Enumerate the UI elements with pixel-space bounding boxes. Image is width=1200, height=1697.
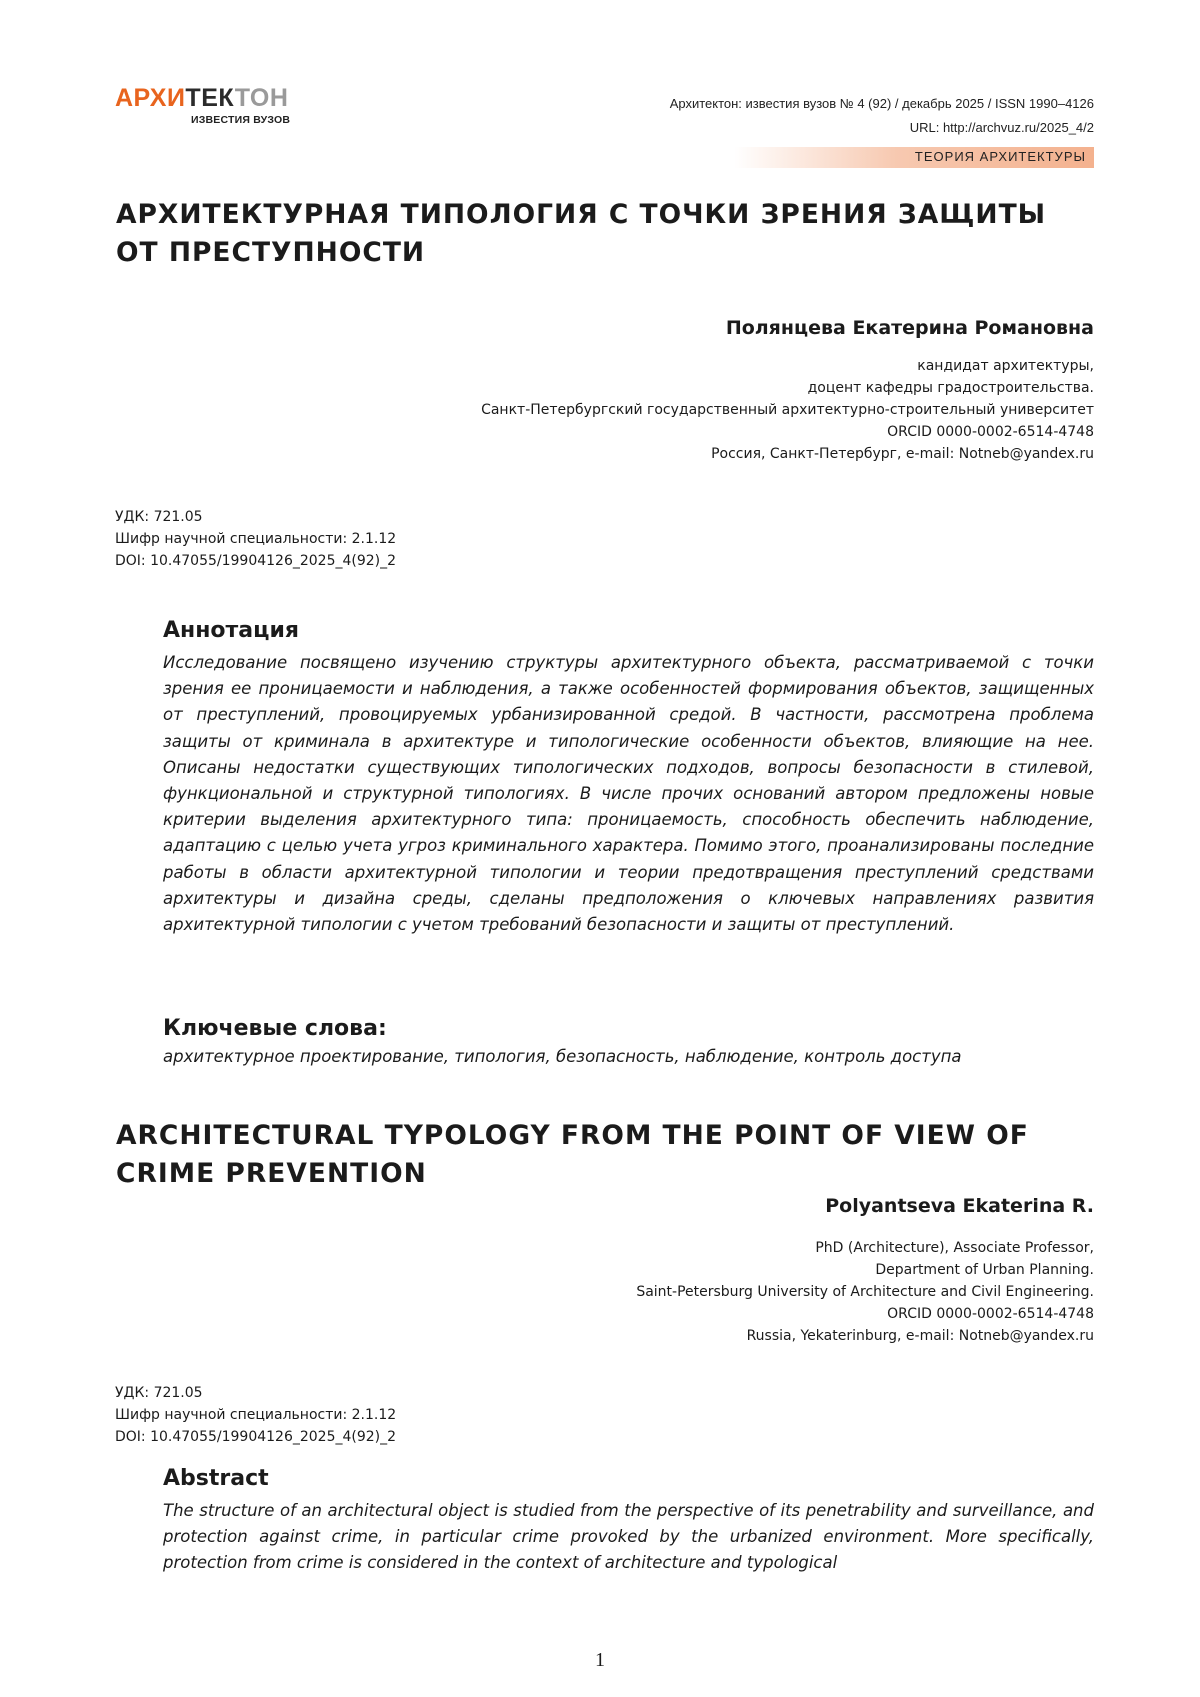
- article-title-en: ARCHITECTURAL TYPOLOGY FROM THE POINT OF VIEW OF CRIME PREVENTION: [116, 1120, 1029, 1189]
- affiliation-line: PhD (Architecture), Associate Professor,: [815, 1240, 1094, 1256]
- affiliation-line: кандидат архитектуры,: [917, 358, 1094, 374]
- keywords-text: архитектурное проектирование, типология, безопасность, наблюдение, контроль доступа: [163, 1047, 962, 1066]
- author-affiliation-en: [636, 1237, 1094, 1347]
- abstract-heading: Abstract: [163, 1466, 269, 1491]
- logo-subtitle: ИЗВЕСТИЯ ВУЗОВ: [191, 114, 291, 126]
- author-affiliation-ru: [481, 355, 1094, 465]
- affiliation-line: ORCID 0000-0002-6514-4748: [887, 1306, 1094, 1322]
- journal-logo: [115, 84, 315, 126]
- abstract-text: The structure of an architectural object is studied from the perspective of its penetrability and surveillance, and protection against crime, in particular crime provoked by the urbanized environment. More specifically, protection from crime is considered in the context of architecture and typological: [163, 1501, 1094, 1573]
- specialty-code: Шифр научной специальности: 2.1.12: [115, 531, 397, 547]
- annotation-text: Исследование посвящено изучению структуры архитектурного объекта, рассматриваемой с точки зрения ее проницаемости и наблюдения, а также особенностей формирования объектов, защищенных от преступлений, провоцируемых урбанизированной средой. В частности, рассмотрена проблема защиты от криминала в архитектуре и типологические особенности объектов, влияющие на нее. Описаны недостатки существующих типологических подходов, вопросы безопасности в стилевой, функциональной и структурной типологиях. В числе прочих оснований автором предложены новые критерии выделения архитектурного типа: проницаемость, способность обеспечить наблюдение, адаптацию с целью учета угроз криминального характера. Помимо этого, проанализированы последние работы в области архитектурной типологии и теории предотвращения преступлений средствами архитектуры и дизайна среды, сделаны предположения о ключевых направлениях развития архитектурной типологии с учетом требований безопасности и защиты от преступлений.: [163, 653, 1094, 935]
- author-name-ru: Полянцева Екатерина Романовна: [725, 317, 1094, 339]
- section-banner: [734, 147, 1094, 168]
- logo-wordmark: АРХИТЕКТОН: [115, 84, 289, 112]
- article-url[interactable]: URL: http://archvuz.ru/2025_4/2: [909, 120, 1094, 135]
- article-meta-en: [115, 1382, 396, 1448]
- udk: УДК: 721.05: [115, 509, 203, 525]
- journal-info: Архитектон: известия вузов № 4 (92) / декабрь 2025 / ISSN 1990–4126: [669, 96, 1094, 111]
- article-title-ru: АРХИТЕКТУРНАЯ ТИПОЛОГИЯ С ТОЧКИ ЗРЕНИЯ ЗАЩИТЫ ОТ ПРЕСТУПНОСТИ: [116, 199, 1047, 268]
- affiliation-line: Saint-Petersburg University of Architecture and Civil Engineering.: [636, 1284, 1094, 1300]
- doi: DOI: 10.47055/19904126_2025_4(92)_2: [115, 553, 397, 569]
- affiliation-line: доцент кафедры градостроительства.: [807, 380, 1094, 396]
- author-name-en: Polyantseva Ekaterina R.: [825, 1195, 1094, 1217]
- specialty-code: Шифр научной специальности: 2.1.12: [115, 1407, 397, 1423]
- annotation-heading: Аннотация: [163, 618, 299, 643]
- keywords-heading: Ключевые слова:: [163, 1016, 387, 1041]
- affiliation-line: Россия, Санкт-Петербург, e-mail: Notneb@yandex.ru: [711, 446, 1094, 462]
- doi: DOI: 10.47055/19904126_2025_4(92)_2: [115, 1429, 397, 1445]
- affiliation-line: Санкт-Петербургский государственный архитектурно-строительный университет: [481, 402, 1094, 418]
- page-number: 1: [595, 1649, 605, 1671]
- udk: УДК: 721.05: [115, 1385, 203, 1401]
- affiliation-line: Department of Urban Planning.: [875, 1262, 1094, 1278]
- affiliation-line: Russia, Yekaterinburg, e-mail: Notneb@yandex.ru: [746, 1328, 1094, 1344]
- affiliation-line: ORCID 0000-0002-6514-4748: [887, 424, 1094, 440]
- section-label: ТЕОРИЯ АРХИТЕКТУРЫ: [914, 149, 1086, 164]
- article-meta-ru: [115, 506, 396, 572]
